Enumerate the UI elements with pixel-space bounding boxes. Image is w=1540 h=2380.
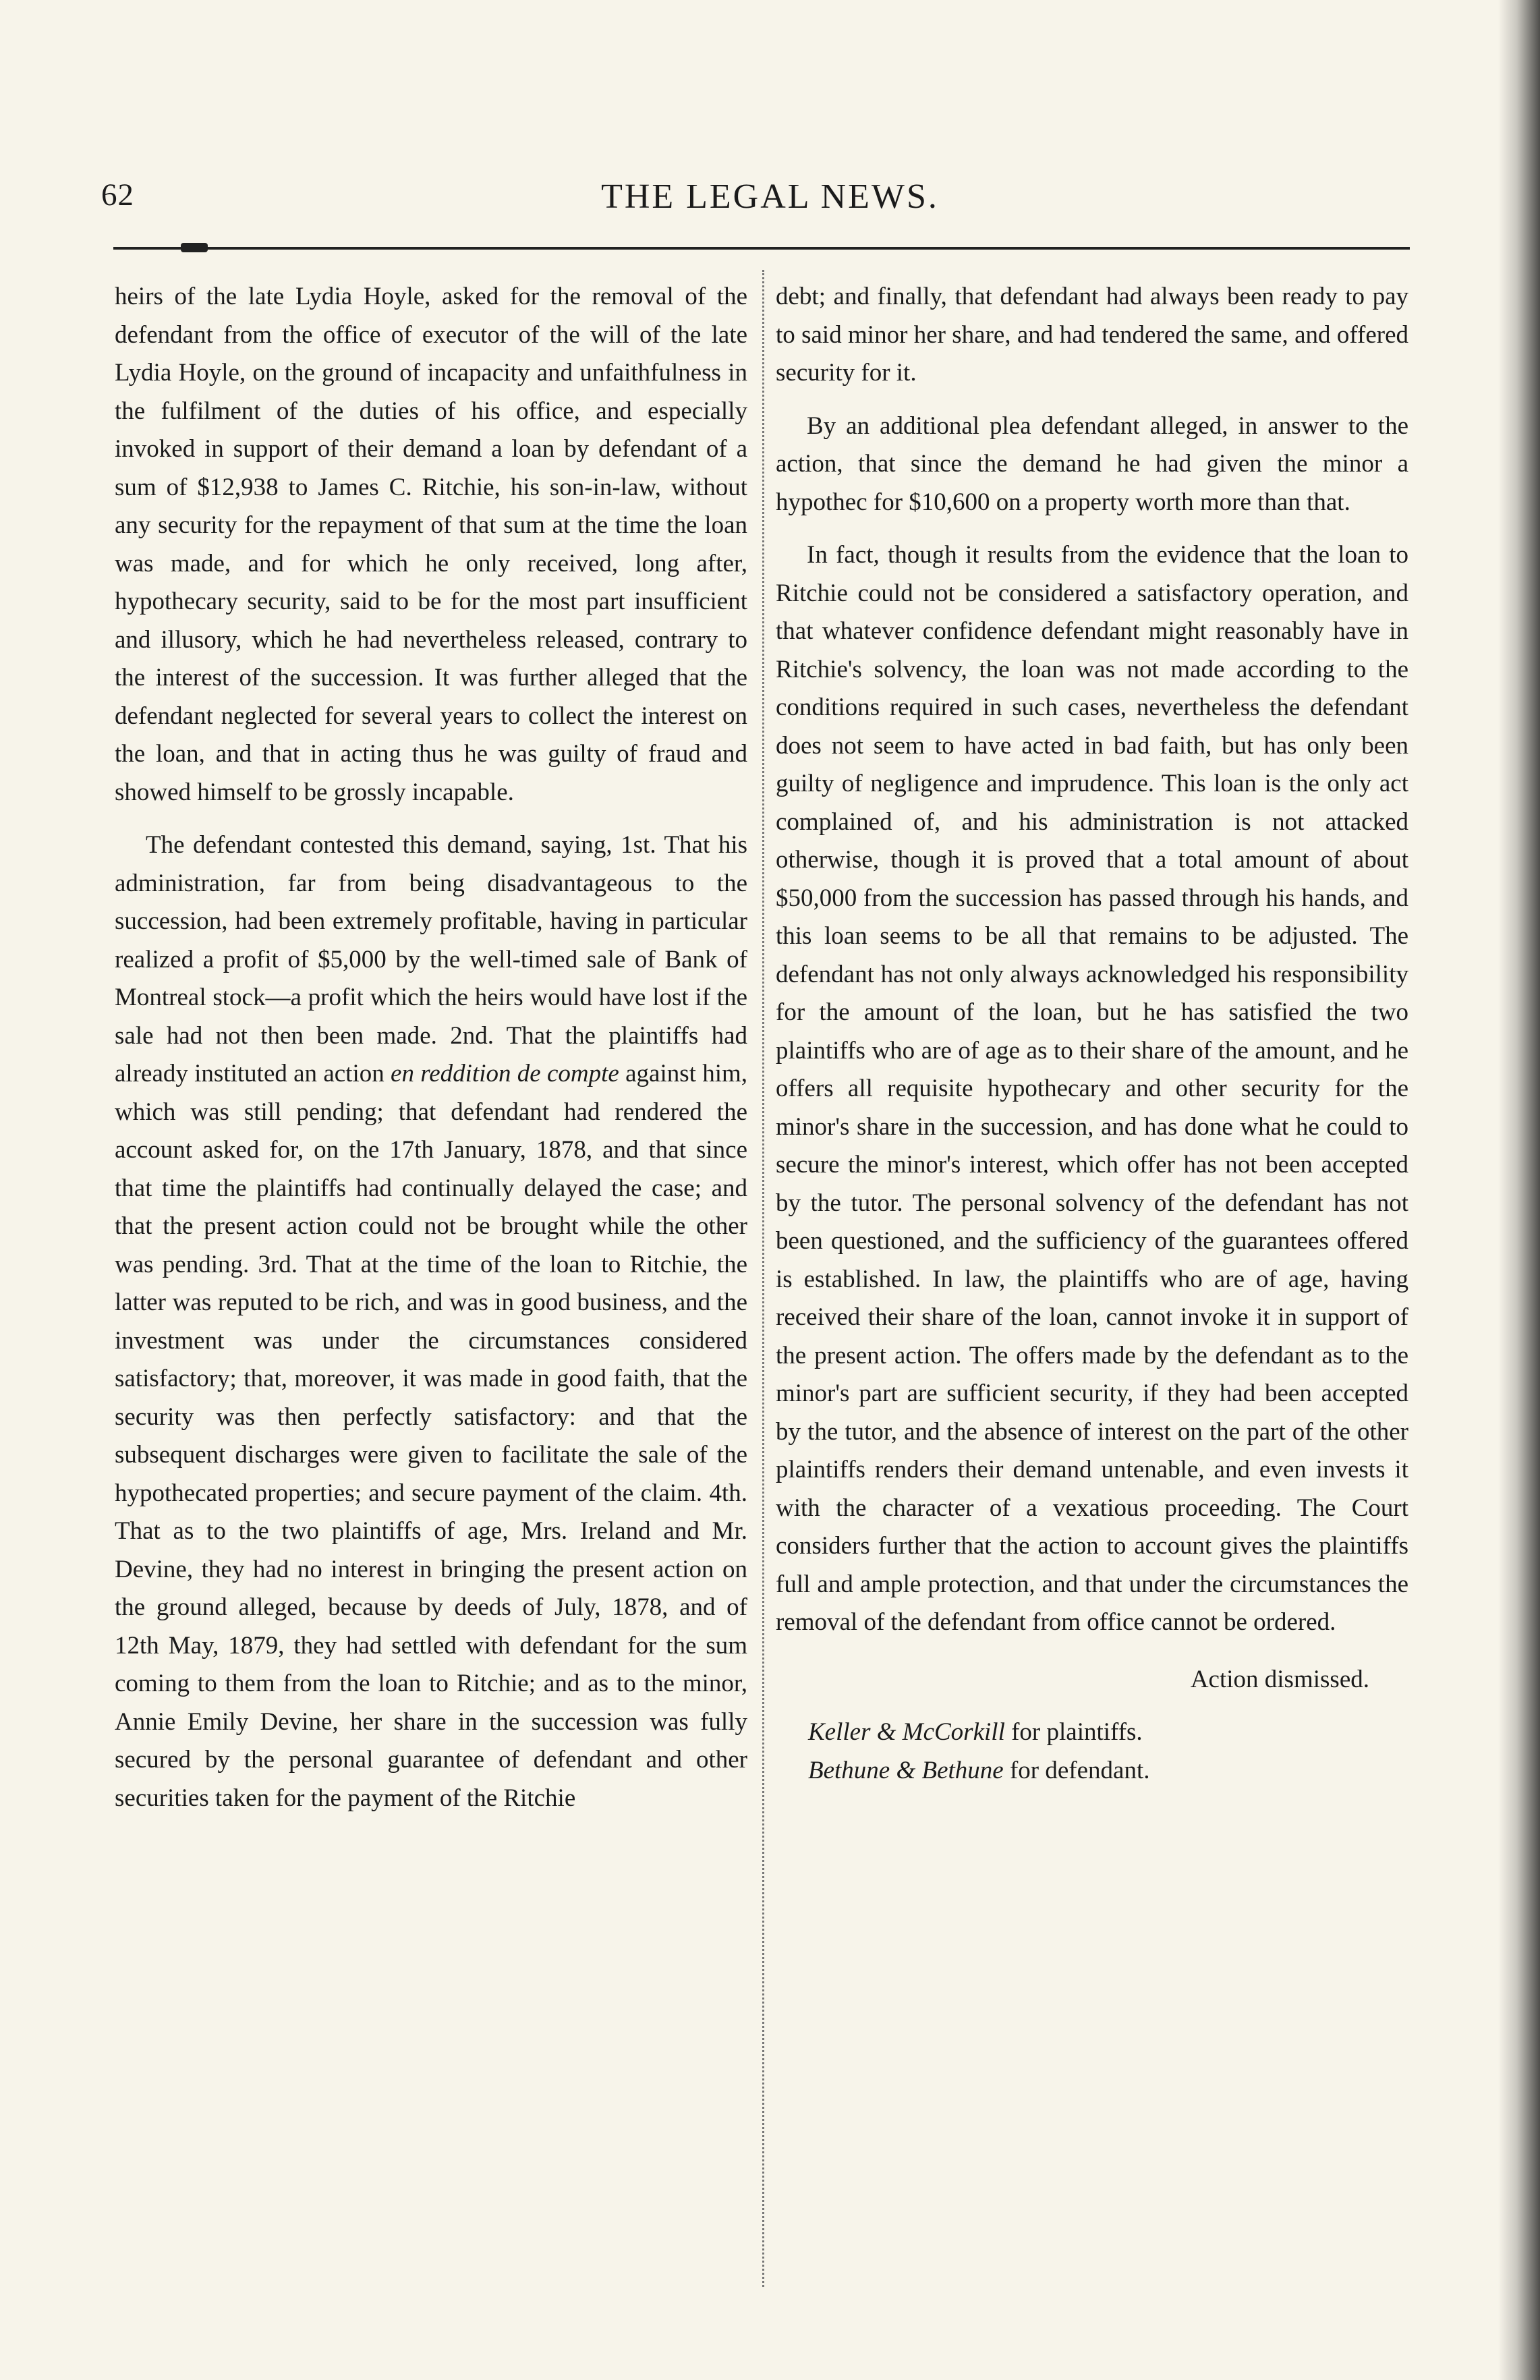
header-rule-mark bbox=[181, 243, 208, 252]
right-paragraph-2: By an additional plea defendant alleged, in answer to the action, that since the demand he had given the minor a hypothec for $10,600 on a property worth more than that. bbox=[776, 412, 1408, 516]
counsel-defendant-names: Bethune & Bethune bbox=[808, 1756, 1004, 1784]
left-column bbox=[115, 278, 747, 1832]
column-divider bbox=[762, 270, 764, 2287]
right-column bbox=[776, 278, 1408, 1790]
left-paragraph-1: heirs of the late Lydia Hoyle, asked for the removal of the defendant from the office of executor of the will of the late Lydia Hoyle, on the ground of incapacity and unfaithfulness in the fulfilment of the duties of his office, and especially invoked in support of their demand a loan by defendant of a sum of $12,938 to James C. Ritchie, his son-in-law, without any security for the repayment of that sum at the time the loan was made, and for which he only received, long after, hypothecary security, said to be for the most part insufficient and illusory, which he had nevertheless released, contrary to the interest of the succession. It was further alleged that the defendant neglected for several years to collect the interest on the loan, and that in acting thus he was guilty of fraud and showed himself to be grossly incapable. bbox=[115, 283, 747, 806]
counsel-plaintiffs-names: Keller & McCorkill bbox=[808, 1718, 1005, 1746]
verdict: Action dismissed. bbox=[1190, 1665, 1369, 1693]
page-number: 62 bbox=[101, 177, 134, 213]
left-paragraph-2-start: The defendant contested this demand, saying, 1st. That his administration, far from being disadvantageous to the succession, had been extremely profitable, having in particular realized a profit of $5,000 by the well-timed sale of Bank of Montreal stock—a profit which the heirs would have lost if the sale had not then been made. 2nd. That the plaintiffs had already instituted an action bbox=[115, 831, 747, 1087]
counsel-defendant-role: for defendant. bbox=[1009, 1756, 1150, 1784]
counsel-defendant bbox=[776, 1752, 1408, 1790]
italic-phrase: en reddition de compte bbox=[391, 1060, 619, 1087]
counsel-plaintiffs bbox=[776, 1713, 1408, 1752]
right-paragraph-3: In fact, though it results from the evidence that the loan to Ritchie could not be considered a satisfactory operation, and that whatever confidence defendant might reasonably have in Ritchie's solvency, the loan was not made according to the conditions required in such cases, nevertheless the defendant does not seem to have acted in bad faith, but has only been guilty of negligence and imprudence. This loan is the only act complained of, and his administration is not attacked otherwise, though it is proved that a total amount of about $50,000 from the succession has passed through his hands, and this loan seems to be all that remains to be adjusted. The defendant has not only always acknowledged his responsibility for the amount of the loan, but he has satisfied the two plaintiffs who are of age as to their share of the amount, and he offers all requisite hypothecary and other security for the minor's share in the succession, and has done what he could to secure the minor's interest, which offer has not been accepted by the tutor. The personal solvency of the defendant has not been questioned, and the sufficiency of the guarantees offered is established. In law, the plaintiffs who are of age, having received their share of the loan, cannot invoke it in support of the present action. The offers made by the defendant as to the minor's part are sufficient security, if they had been accepted by the tutor, and the absence of interest on the part of the other plaintiffs renders their demand untenable, and even invests it with the character of a vexatious proceeding. The Court considers further that the action to account gives the plaintiffs full and ample protection, and that under the circumstances the removal of the defendant from office cannot be ordered. bbox=[776, 541, 1408, 1636]
running-title: THE LEGAL NEWS. bbox=[601, 177, 939, 216]
page-edge-shadow bbox=[1498, 0, 1540, 2380]
header-rule bbox=[113, 247, 1410, 250]
left-paragraph-2 bbox=[115, 826, 747, 1817]
left-paragraph-2-end: against him, which was still pending; that defendant had rendered the account asked for, on the 17th January, 1878, and that since that time the plaintiffs had continually delayed the case; and that the present action could not be brought while the other was pending. 3rd. That at the time of the loan to Ritchie, the latter was reputed to be rich, and was in good business, and the investment was under the circumstances considered satisfactory; that, moreover, it was made in good faith, that the security was then perfectly satisfactory: and that the subsequent discharges were given to facilitate the sale of the hypothecated properties; and secure payment of the claim. 4th. That as to the two plaintiffs of age, Mrs. Ireland and Mr. Devine, they had no interest in bringing the present action on the ground alleged, because by deeds of July, 1878, and of 12th May, 1879, they had settled with defendant for the sum coming to them from the loan to Ritchie; and as to the minor, Annie Emily Devine, her share in the succession was fully secured by the personal guarantee of defendant and other securities taken for the payment of the Ritchie bbox=[115, 1060, 748, 1812]
right-paragraph-1: debt; and finally, that defendant had always been ready to pay to said minor her share, and had tendered the same, and offered security for it. bbox=[776, 283, 1408, 387]
counsel-plaintiffs-role: for plaintiffs. bbox=[1011, 1718, 1143, 1746]
